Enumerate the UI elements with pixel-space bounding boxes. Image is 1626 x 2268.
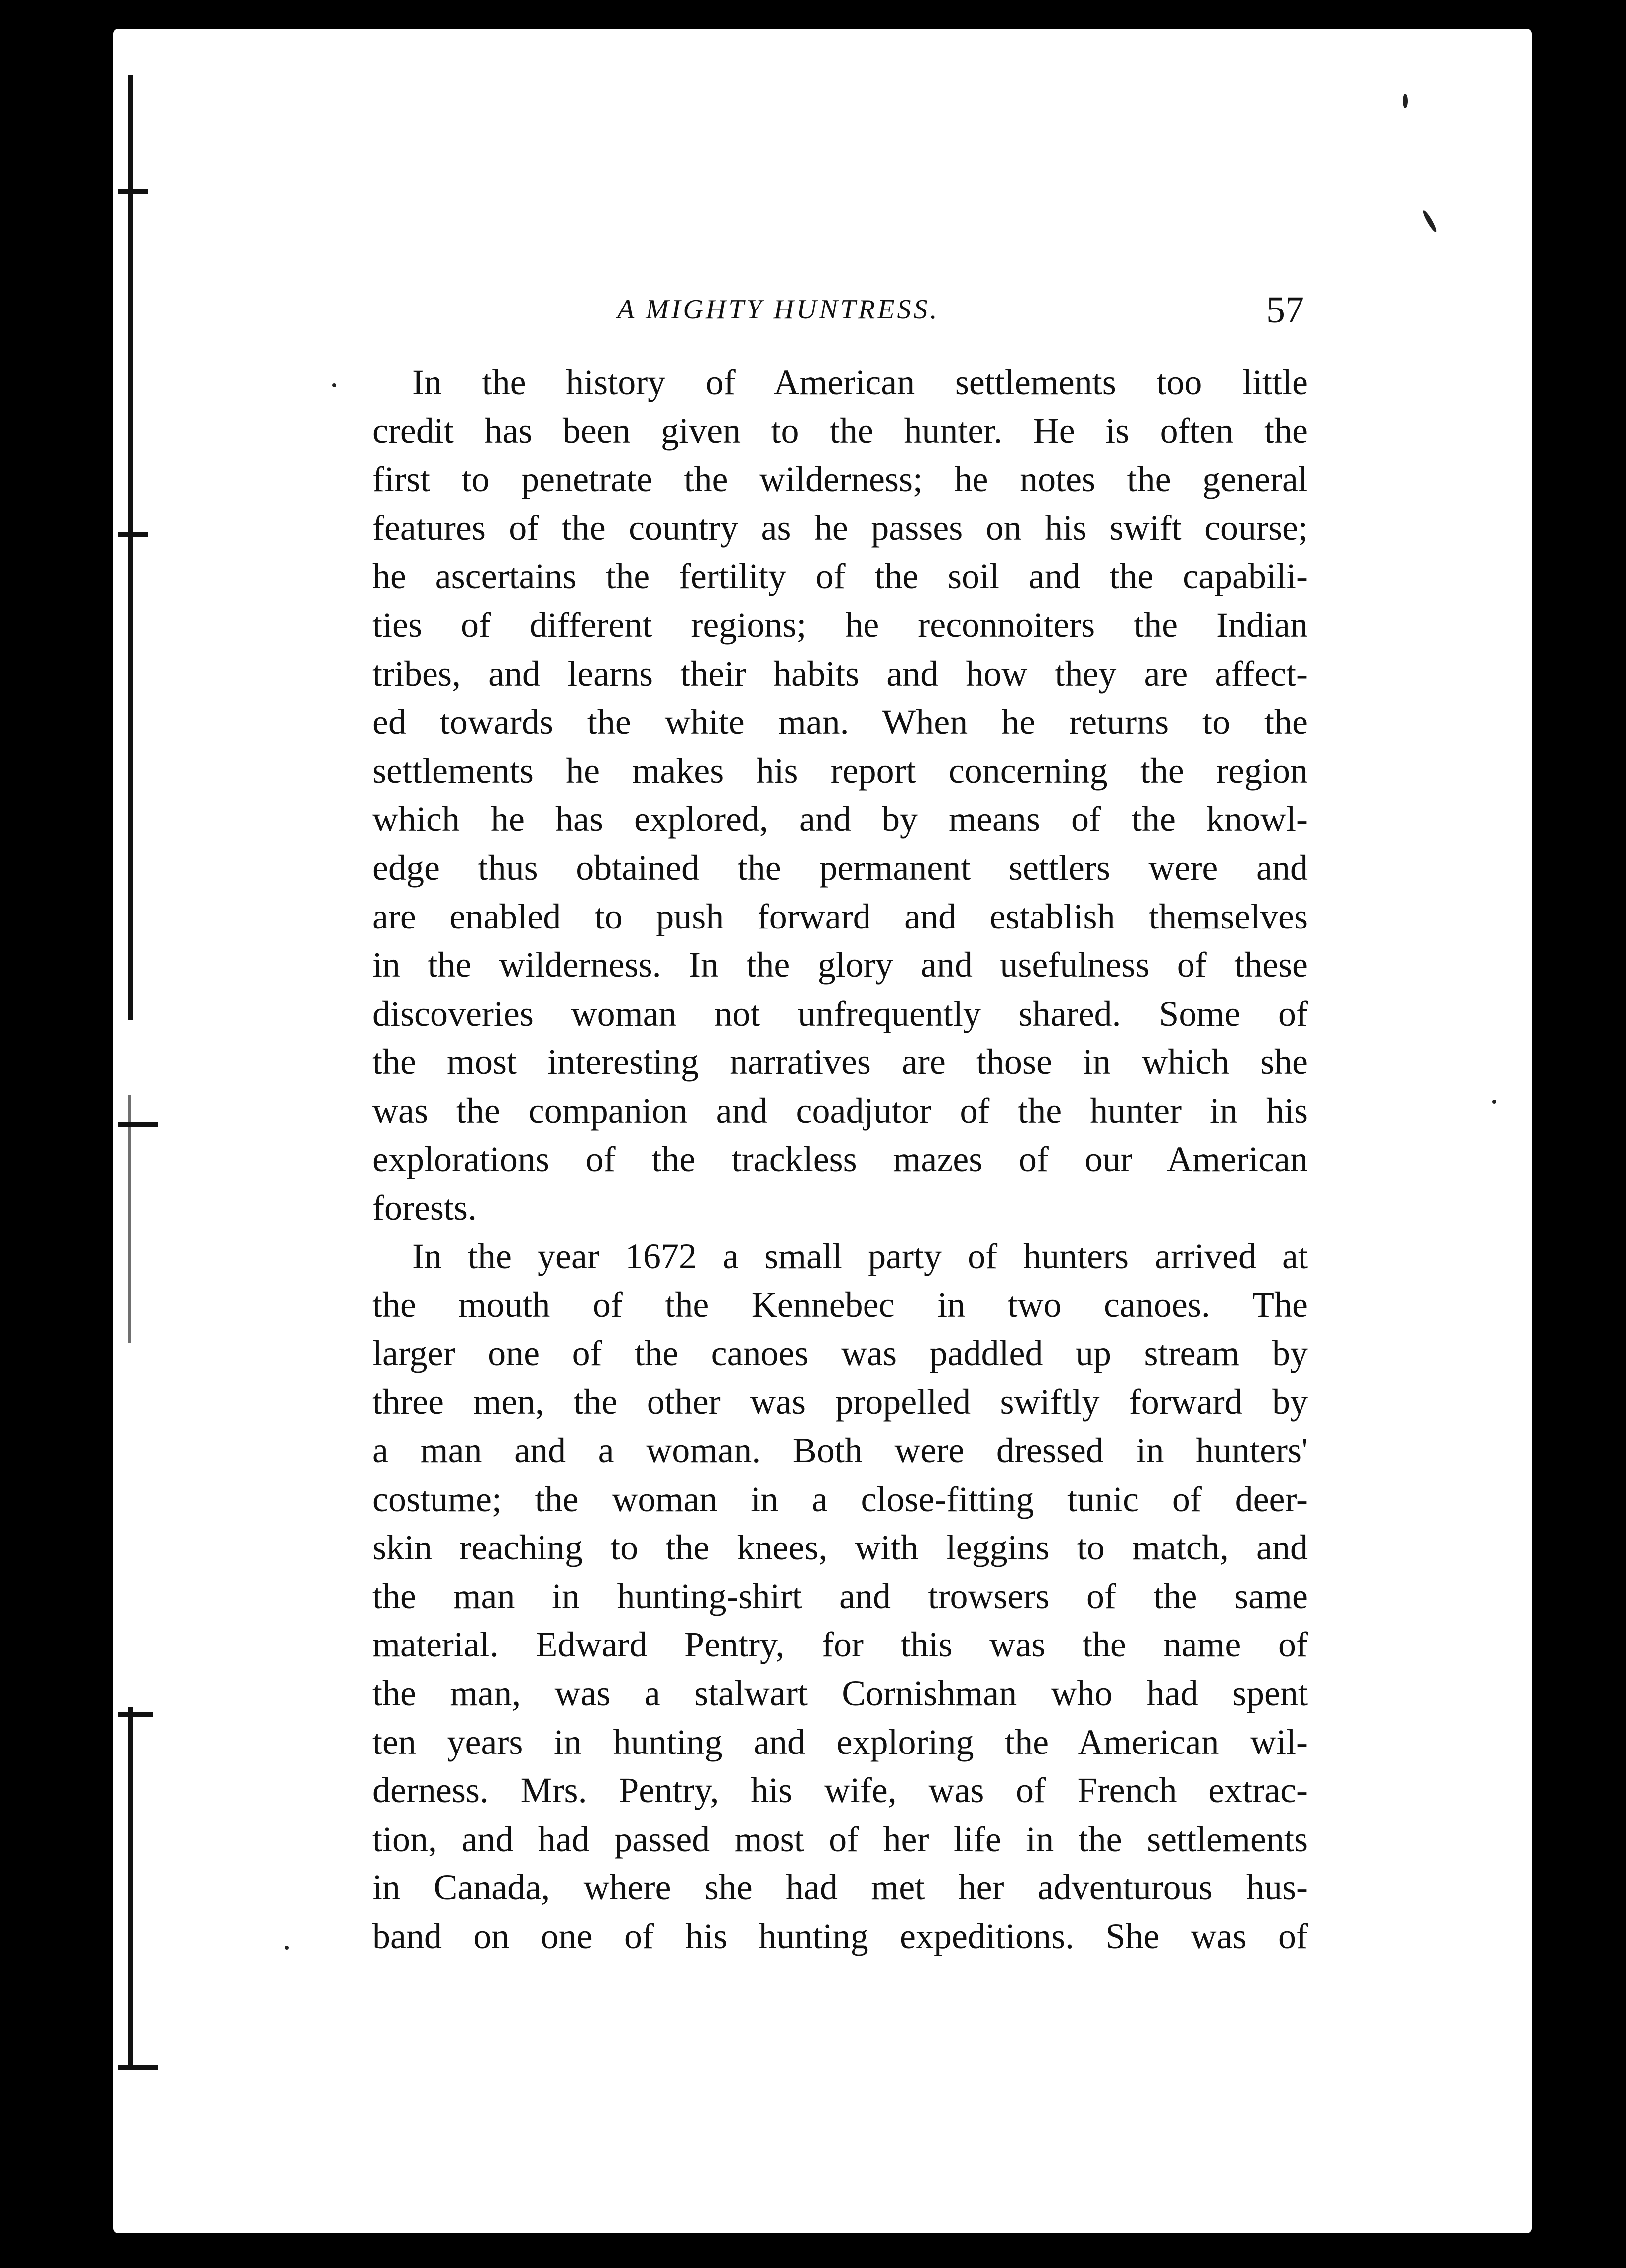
binding-edge-tick bbox=[118, 189, 148, 194]
binding-edge-line bbox=[128, 1095, 131, 1343]
binding-edge-tick bbox=[118, 1122, 158, 1127]
text-line: the man in hunting-shirt and trowsers of the same bbox=[372, 1576, 1308, 1616]
binding-edge-line bbox=[128, 75, 133, 1020]
binding-edge-line bbox=[128, 1707, 133, 2065]
paragraph bbox=[372, 1233, 1308, 1961]
text-line: discoveries woman not unfrequently shared. Some of bbox=[372, 993, 1308, 1033]
text-line: are enabled to push forward and establish themselves bbox=[372, 896, 1308, 936]
text-line: derness. Mrs. Pentry, his wife, was of French extrac- bbox=[372, 1770, 1308, 1811]
text-line: in Canada, where she had met her adventurous hus- bbox=[372, 1867, 1308, 1908]
binding-edge-tick bbox=[118, 1712, 153, 1717]
body-text bbox=[372, 358, 1308, 1961]
text-line: larger one of the canoes was paddled up stream by bbox=[372, 1333, 1308, 1373]
text-line: three men, the other was propelled swiftly forward by bbox=[372, 1382, 1308, 1422]
text-line: credit has been given to the hunter. He is often the bbox=[372, 411, 1308, 451]
text-line: the man, was a stalwart Cornishman who had spent bbox=[372, 1673, 1308, 1714]
text-line: explorations of the trackless mazes of our American bbox=[372, 1139, 1308, 1179]
text-line: edge thus obtained the permanent settlers were and bbox=[372, 847, 1308, 888]
text-line: tion, and had passed most of her life in the settlements bbox=[372, 1819, 1308, 1859]
text-line: ties of different regions; he reconnoiters the Indian bbox=[372, 605, 1308, 645]
page-number: 57 bbox=[1266, 289, 1304, 331]
running-title: A MIGHTY HUNTRESS. bbox=[617, 294, 940, 325]
text-line: was the companion and coadjutor of the hunter in his bbox=[372, 1090, 1308, 1131]
scan-speck bbox=[1492, 1100, 1496, 1104]
page-header bbox=[368, 289, 1304, 338]
text-line: forests. bbox=[372, 1188, 477, 1228]
binding-edge-tick bbox=[118, 2065, 158, 2070]
text-line: costume; the woman in a close-fitting tunic of deer- bbox=[372, 1479, 1308, 1519]
text-line: band on one of his hunting expeditions. She was of bbox=[372, 1916, 1308, 1956]
text-line: which he has explored, and by means of the knowl- bbox=[372, 799, 1308, 839]
text-line: first to penetrate the wilderness; he notes the general bbox=[372, 459, 1308, 500]
text-line: settlements he makes his report concerning the region bbox=[372, 750, 1308, 791]
text-line: ed towards the white man. When he returns to the bbox=[372, 702, 1308, 742]
text-line: tribes, and learns their habits and how they are affect- bbox=[372, 653, 1308, 694]
text-line: the most interesting narratives are those in which she bbox=[372, 1042, 1308, 1082]
text-line: In the history of American settlements too little bbox=[412, 362, 1308, 402]
paragraph bbox=[372, 358, 1308, 1233]
text-line: the mouth of the Kennebec in two canoes. The bbox=[372, 1285, 1308, 1325]
text-line: features of the country as he passes on his swift course; bbox=[372, 508, 1308, 548]
text-line: skin reaching to the knees, with leggins to match, and bbox=[372, 1528, 1308, 1568]
scan-speck bbox=[1403, 94, 1408, 108]
text-line: material. Edward Pentry, for this was the name of bbox=[372, 1625, 1308, 1665]
text-line: ten years in hunting and exploring the American wil- bbox=[372, 1722, 1308, 1762]
text-line: a man and a woman. Both were dressed in hunters' bbox=[372, 1431, 1308, 1471]
binding-edge-tick bbox=[118, 532, 148, 537]
text-line: in the wilderness. In the glory and usefulness of these bbox=[372, 945, 1308, 985]
scan-speck bbox=[285, 1946, 289, 1950]
scan-speck bbox=[332, 383, 336, 387]
text-line: he ascertains the fertility of the soil and the capabili- bbox=[372, 556, 1308, 597]
text-line: In the year 1672 a small party of hunters arrived at bbox=[412, 1236, 1308, 1276]
